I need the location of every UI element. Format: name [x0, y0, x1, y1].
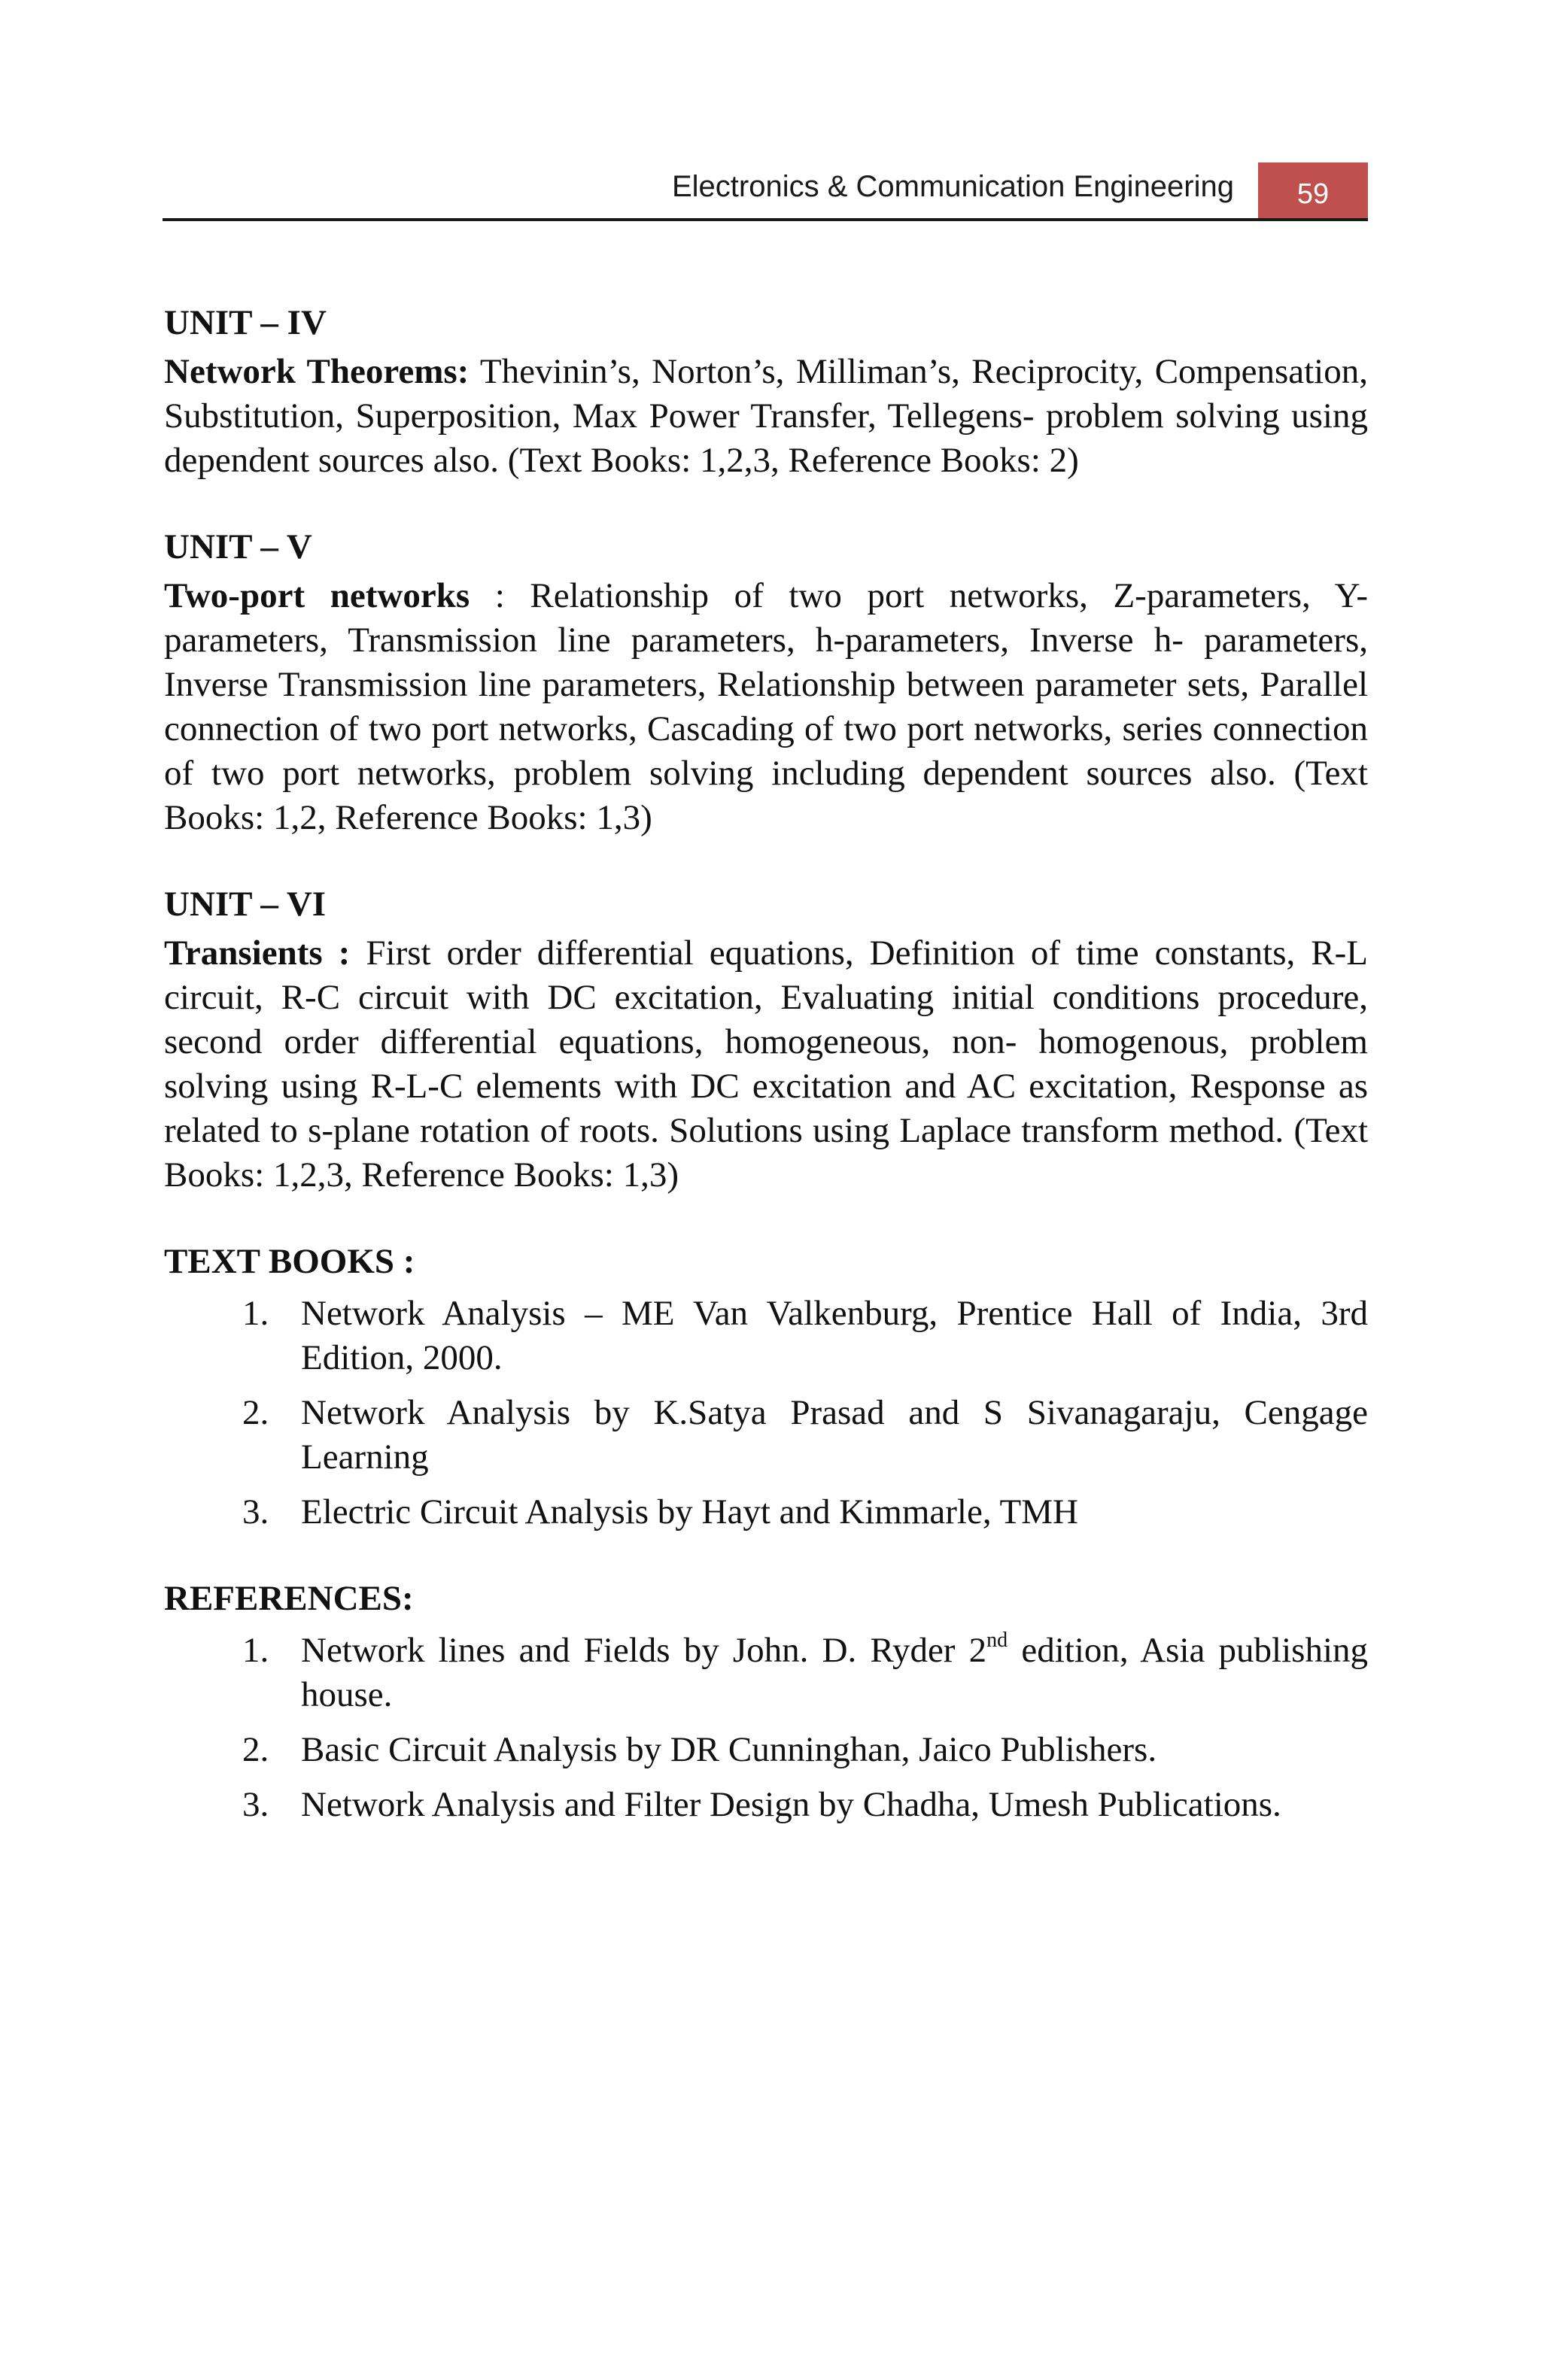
item-number: 3. [242, 1492, 269, 1532]
item-text: Network Analysis by K.Satya Prasad and S Sivanagaraju, Cengage Learning [301, 1393, 1368, 1477]
header-divider [163, 218, 1368, 221]
item-number: 3. [242, 1785, 269, 1824]
item-text-continued: edition, Asia publishing house. [301, 1631, 1369, 1714]
item-number: 1. [242, 1631, 269, 1670]
list-item [164, 1629, 1368, 1717]
unit-text: Thevinin’s, Norton’s, Milliman’s, Reciprocity, Compensation, Substitution, Superposition, Max Power Transfer, Tellegens- problem solving using dependent sources also. (Text Books: 1,2,3, Reference Books: 2) [164, 352, 1368, 480]
unit-body [164, 931, 1368, 1198]
ordinal-suffix: nd [986, 1629, 1008, 1652]
item-text: Network Analysis – ME Van Valkenburg, Prentice Hall of India, 3rd Edition, 2000. [301, 1294, 1368, 1377]
list-item [164, 1490, 1368, 1535]
unit-body [164, 350, 1368, 483]
page-content [164, 301, 1368, 1869]
unit-lead: Two-port networks [164, 576, 470, 615]
unit-heading: UNIT – V [164, 527, 312, 566]
references-heading: REFERENCES: [164, 1579, 414, 1618]
unit-vi-section [164, 882, 1368, 1198]
text-books-list [164, 1292, 1368, 1535]
item-number: 2. [242, 1730, 269, 1769]
item-number: 1. [242, 1294, 269, 1333]
item-text: Network lines and Fields by John. D. Ryder 2 [301, 1631, 987, 1670]
item-text: Electric Circuit Analysis by Hayt and Kimmarle, TMH [301, 1492, 1078, 1532]
unit-v-section [164, 525, 1368, 840]
list-item [164, 1783, 1368, 1827]
page-header [163, 162, 1368, 221]
unit-iv-section [164, 301, 1368, 483]
unit-lead: Network Theorems: [164, 352, 470, 391]
header-title: Electronics & Communication Engineering [671, 170, 1234, 203]
page-number-badge: 59 [1258, 162, 1368, 218]
list-item [164, 1292, 1368, 1380]
item-text: Network Analysis and Filter Design by Chadha, Umesh Publications. [301, 1785, 1281, 1824]
unit-text: : Relationship of two port networks, Z-parameters, Y- parameters, Transmission line parameters, h-parameters, Inverse h- parameters, Inverse Transmission line parameters, Relationship between parameter sets, Parallel connection of two port networks, Cascading of two port networks, series connection of two port networks, problem solving including dependent sources also. (Text Books: 1,2, Reference Books: 1,3) [164, 576, 1368, 837]
item-text: Basic Circuit Analysis by DR Cunninghan, Jaico Publishers. [301, 1730, 1157, 1769]
unit-text: First order differential equations, Definition of time constants, R-L circuit, R-C circuit with DC excitation, Evaluating initial conditions procedure, second order differential equations, homogeneous, non- homogenous, problem solving using R-L-C elements with DC excitation and AC excitation, Response as related to s-plane rotation of roots. Solutions using Laplace transform method. (Text Books: 1,2,3, Reference Books: 1,3) [164, 933, 1368, 1195]
unit-heading: UNIT – IV [164, 303, 327, 342]
list-item [164, 1728, 1368, 1772]
references-list [164, 1629, 1368, 1827]
unit-lead: Transients : [164, 933, 351, 973]
unit-heading: UNIT – VI [164, 885, 327, 924]
item-number: 2. [242, 1393, 269, 1432]
unit-body [164, 574, 1368, 840]
list-item [164, 1391, 1368, 1480]
text-books-heading: TEXT BOOKS : [164, 1242, 415, 1281]
